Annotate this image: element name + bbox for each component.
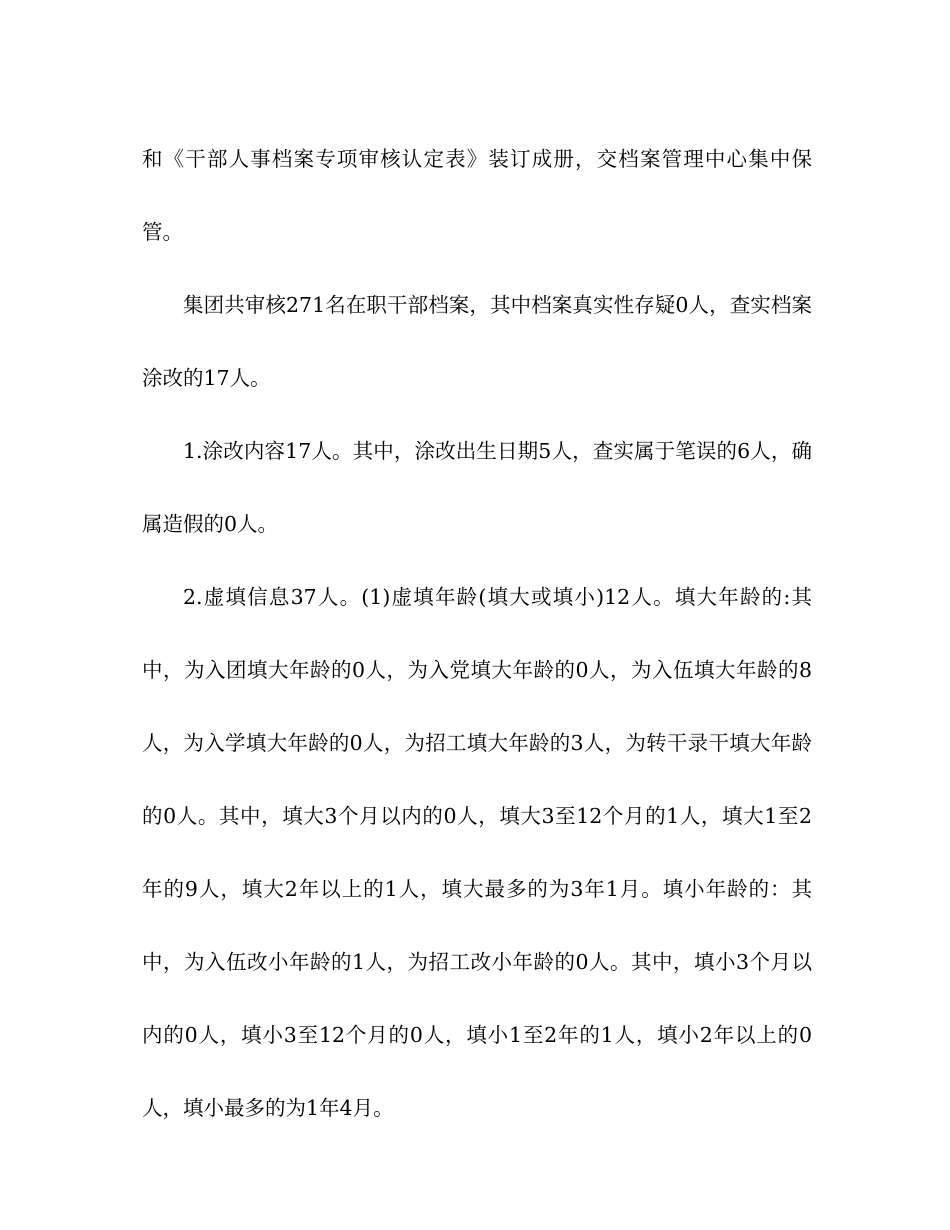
paragraph-continuation: 和《干部人事档案专项审核认定表》装订成册，交档案管理中心集中保管。 [142,147,812,244]
document-body [142,123,812,1145]
paragraph-audit-summary: 集团共审核271名在职干部档案，其中档案真实性存疑0人，查实档案涂改的17人。 [142,293,812,390]
paragraph-false-information: 2.虚填信息37人。(1)虚填年龄(填大或填小)12人。填大年龄的:其中，为入团填大年龄的0人，为入党填大年龄的0人，为入伍填大年龄的8人，为入学填大年龄的0人，为招工填大年龄的3人，为转干录干填大年龄的0人。其中，填大3个月以内的0人，填大3至12个月的1人，填大1至2年的9人，填大2年以上的1人，填大最多的为3年1月。填小年龄的：其中，为入伍改小年龄的1人，为招工改小年龄的0人。其中，填小3个月以内的0人，填小3至12个月的0人，填小1至2年的1人，填小2年以上的0人，填小最多的为1年4月。 [142,585,812,1120]
paragraph-alterations: 1.涂改内容17人。其中，涂改出生日期5人，查实属于笔误的6人，确属造假的0人。 [142,439,812,536]
